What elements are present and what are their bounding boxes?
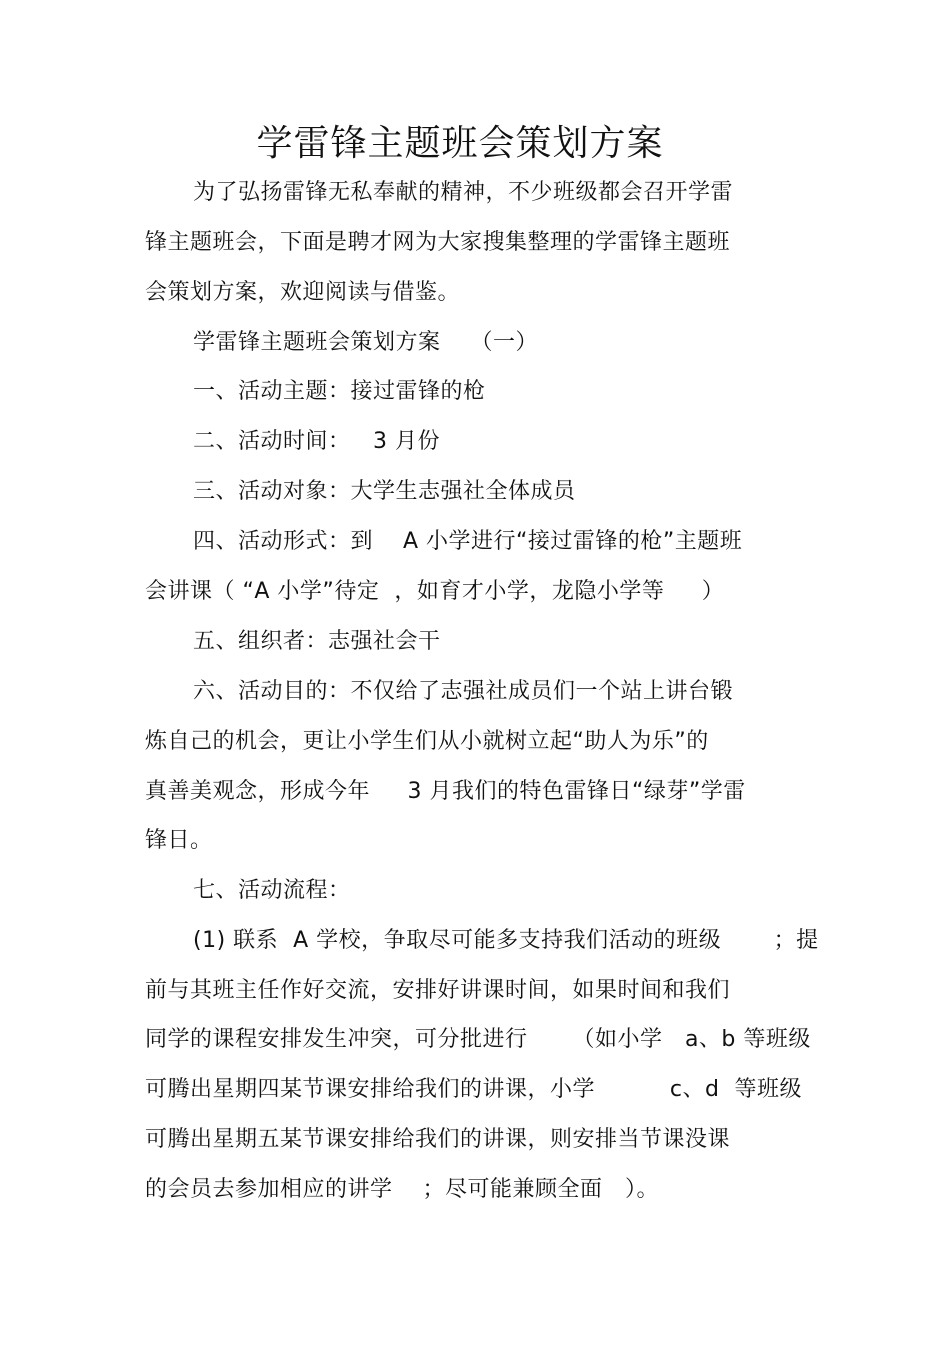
item-organizer: 五、组织者：志强社会干 [193,629,441,654]
item-purpose-line-4: 锋日。 [145,828,213,853]
item-process: 七、活动流程： [193,878,351,903]
step1-line-1: (1) 联系 A 学校，争取尽可能多支持我们活动的班级 ；提 [193,928,819,953]
section-subtitle: 学雷锋主题班会策划方案 （一） [193,330,538,355]
intro-line-1: 为了弘扬雷锋无私奉献的精神，不少班级都会召开学雷 [193,180,734,205]
item-purpose-line-3: 真善美观念，形成今年 3 月我们的特色雷锋日“绿芽”学雷 [145,779,746,804]
intro-line-2: 锋主题班会，下面是聘才网为大家搜集整理的学雷锋主题班 [145,230,731,255]
item-form-line-1: 四、活动形式：到 A 小学进行“接过雷锋的枪”主题班 [193,529,743,554]
document-title: 学雷锋主题班会策划方案 [256,123,664,164]
item-form-line-2: 会讲课（ “A 小学”待定 ，如育才小学，龙隐小学等 ） [145,579,725,604]
item-purpose-line-1: 六、活动目的：不仅给了志强社成员们一个站上讲台锻 [193,679,734,704]
step1-line-4: 可腾出星期四某节课安排给我们的讲课，小学 c、d 等班级 [145,1077,802,1102]
step1-line-6: 的会员去参加相应的讲学 ；尽可能兼顾全面 ）。 [145,1177,659,1202]
item-theme: 一、活动主题：接过雷锋的枪 [193,379,486,404]
step1-line-3: 同学的课程安排发生冲突，可分批进行 （如小学 a、b 等班级 [145,1027,811,1052]
item-time: 二、活动时间： 3 月份 [193,429,440,454]
intro-line-3: 会策划方案，欢迎阅读与借鉴。 [145,280,461,305]
item-purpose-line-2: 炼自己的机会，更让小学生们从小就树立起“助人为乐”的 [145,729,709,754]
item-target: 三、活动对象：大学生志强社全体成员 [193,479,576,504]
step1-line-5: 可腾出星期五某节课安排给我们的讲课，则安排当节课没课 [145,1127,731,1152]
step1-line-2: 前与其班主任作好交流，安排好讲课时间，如果时间和我们 [145,978,731,1003]
